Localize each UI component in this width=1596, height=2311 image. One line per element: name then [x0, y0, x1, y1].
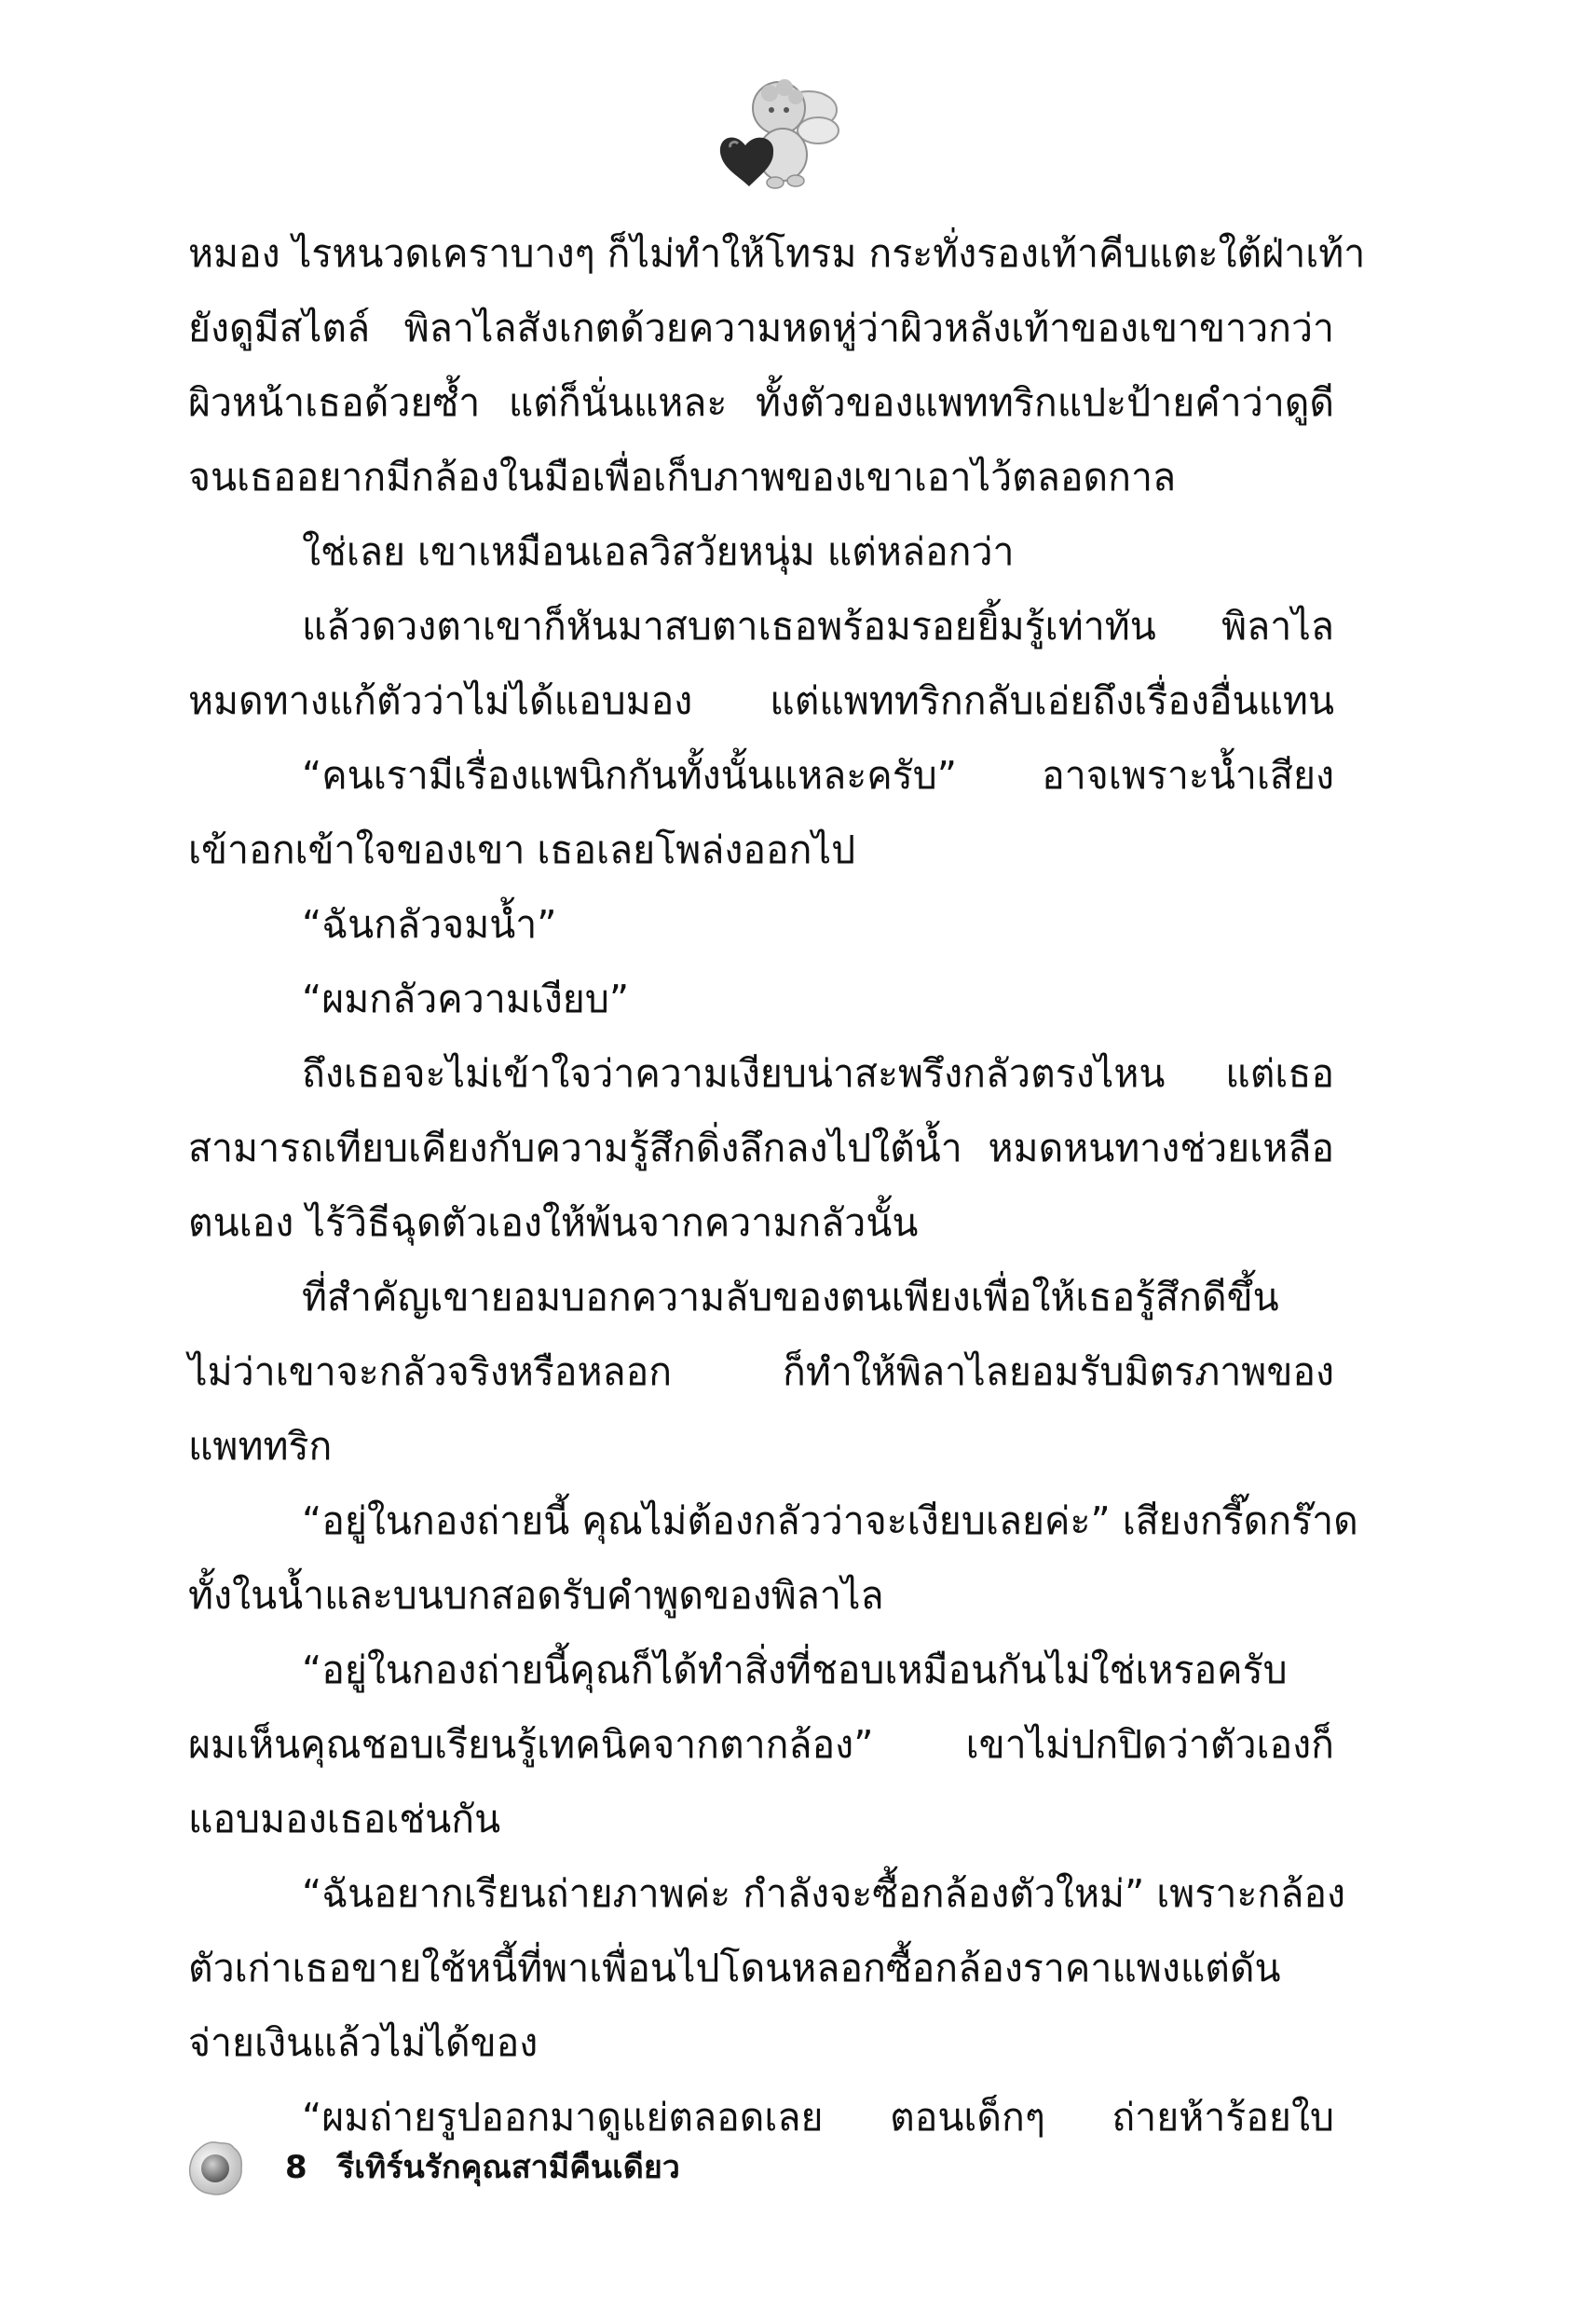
text-line: แพททริก: [188, 1424, 333, 1469]
text-line: ทั้งในน้ำและบนบกสอดรับคำพูดของพิลาไล: [188, 1573, 884, 1618]
text-line: “อยู่ในกองถ่ายนี้คุณก็ได้ทำสิ่งที่ชอบเหมือนกันไม่ใช่เหรอครับ: [302, 1648, 1288, 1692]
text-line: แล้วดวงตาเขาก็หันมาสบตาเธอพร้อมรอยยิ้มรู้เท่าทัน พิลาไล: [302, 604, 1334, 649]
text-line: ใช่เลย เขาเหมือนเอลวิสวัยหนุ่ม แต่หล่อกว่า: [302, 529, 1015, 574]
text-line: ที่สำคัญเขายอมบอกความลับของตนเพียงเพื่อให้เธอรู้สึกดีขึ้น: [302, 1275, 1279, 1320]
book-title: รีเทิร์นรักคุณสามีคืนเดียว: [337, 2149, 680, 2186]
text-line: ผมเห็นคุณชอบเรียนรู้เทคนิคจากตากล้อง” เขาไม่ปกปิดว่าตัวเองก็: [188, 1722, 1334, 1767]
text-line: สามารถเทียบเคียงกับความรู้สึกดิ่งลึกลงไปใต้น้ำ หมดหนทางช่วยเหลือ: [188, 1126, 1334, 1170]
text-line: เข้าอกเข้าใจของเขา เธอเลยโพล่งออกไป: [188, 827, 856, 872]
text-line: ตนเอง ไร้วิธีฉุดตัวเองให้พ้นจากความกลัวนั้น: [188, 1200, 919, 1245]
text-line: “ฉันอยากเรียนถ่ายภาพค่ะ กำลังจะซื้อกล้องตัวใหม่” เพราะกล้อง: [302, 1871, 1345, 1916]
text-line: ยังดูมีสไตล์ พิลาไลสังเกตด้วยความหดหู่ว่าผิวหลังเท้าของเขาขาวกว่า: [188, 306, 1334, 350]
text-line: แอบมองเธอเช่นกัน: [188, 1797, 501, 1841]
text-line: “อยู่ในกองถ่ายนี้ คุณไม่ต้องกลัวว่าจะเงียบเลยค่ะ” เสียงกรี๊ดกร๊าด: [302, 1498, 1358, 1543]
text-line: “ผมถ่ายรูปออกมาดูแย่ตลอดเลย ตอนเด็กๆ ถ่ายห้าร้อยใบ: [302, 2095, 1334, 2140]
text-line: ถึงเธอจะไม่เข้าใจว่าความเงียบน่าสะพรึงกลัวตรงไหน แต่เธอ: [302, 1051, 1334, 1096]
page-number: 8: [285, 2149, 307, 2186]
text-line: “คนเรามีเรื่องแพนิกกันทั้งนั้นแหละครับ” อาจเพราะน้ำเสียง: [302, 753, 1334, 798]
text-line: จ่ายเงินแล้วไม่ได้ของ: [188, 2020, 539, 2065]
text-line: ผิวหน้าเธอด้วยซ้ำ แต่ก็นั่นแหละ ทั้งตัวของแพททริกแปะป้ายคำว่าดูดี: [188, 380, 1334, 425]
text-line: จนเธออยากมีกล้องในมือเพื่อเก็บภาพของเขาเอาไว้ตลอดกาล: [188, 455, 1177, 499]
body-text: [188, 216, 1366, 2154]
text-line: หมดทางแก้ตัวว่าไม่ได้แอบมอง แต่แพททริกกลับเอ่ยถึงเรื่องอื่นแทน: [188, 678, 1334, 723]
text-line: ตัวเก่าเธอขายใช้หนี้ที่พาเพื่อนไปโดนหลอกซื้อกล้องราคาแพงแต่ดัน: [188, 1946, 1281, 1990]
text-line: “ฉันกลัวจมน้ำ”: [302, 902, 557, 947]
cherub-heart-icon: [708, 73, 848, 194]
page-footer: [186, 2140, 932, 2195]
text-line: ไม่ว่าเขาจะกลัวจริงหรือหลอก ก็ทำให้พิลาไลยอมรับมิตรภาพของ: [188, 1349, 1334, 1394]
page-badge-icon: [186, 2140, 244, 2197]
text-line: “ผมกลัวความเงียบ”: [302, 977, 630, 1021]
text-line: หมอง ไรหนวดเคราบางๆ ก็ไม่ทำให้โทรม กระทั่งรองเท้าคีบแตะใต้ฝ่าเท้า: [188, 231, 1366, 276]
